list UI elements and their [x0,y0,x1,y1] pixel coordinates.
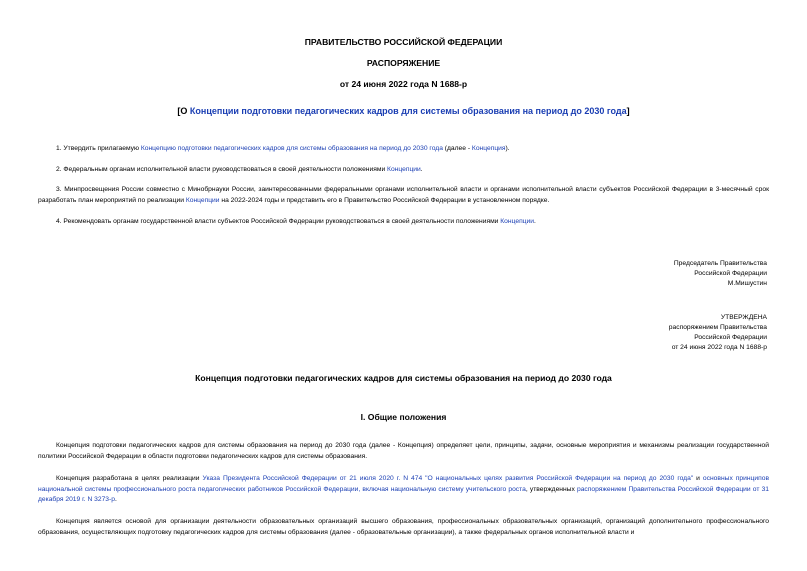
item-4-text: 4. Рекомендовать органам государственной власти субъектов Российской Федерации руководствоваться в своей деятельности положениями [56,218,501,225]
approval-block [669,313,767,353]
item-1-text-c: ). [505,145,510,152]
government-heading: ПРАВИТЕЛЬСТВО РОССИЙСКОЙ ФЕДЕРАЦИИ [304,37,503,47]
item-2-text: 2. Федеральным органам исполнительной власти руководствоваться в своей деятельности положениями [56,166,388,173]
order-title [0,106,807,116]
item-3 [38,185,769,206]
concept-title: Концепция подготовки педагогических кадров для системы образования на период до 2030 года [195,373,612,383]
signature-position: Председатель Правительства [673,260,767,267]
item-1-text-b: (далее - [442,145,472,152]
concept-short-link[interactable]: Концепция [471,145,506,152]
concept-link-2[interactable]: Концепции [387,166,421,173]
item-3-text-b: на 2022-2024 годы и представить его в Правительство Российской Федерации в установленном порядке. [219,196,550,204]
title-link[interactable]: Концепции подготовки педагогических кадров для системы образования на период до 2030 года [189,106,627,116]
item-2 [56,165,776,176]
approval-by: распоряжением Правительства [668,324,767,331]
growth-system-principles-link[interactable]: основных принципов национальной системы профессионального роста педагогических работников Российской Федерации, включая национальную систему учительского роста [38,475,770,493]
item-4-end: . [534,218,536,225]
concept-link-3[interactable]: Концепции [185,196,220,204]
signature-name: М.Мишустин [727,280,767,287]
item-1 [56,144,776,155]
para-2-end: . [114,496,117,503]
signature-block [674,259,767,289]
title-bracket-close: ] [626,106,630,116]
para-2-and: и [693,475,703,482]
concept-para-2 [38,474,769,506]
order-heading: РАСПОРЯЖЕНИЕ [366,58,441,68]
concept-para-3: Концепция является основой для организации деятельности образовательных организаций высшего образования, профессиональных образовательных организаций, организаций дополнительного профессионального образования, осуществляющих подготовку педагогических кадров для системы образования (далее - образовательные организации), а также федеральных органов исполнительной власти и [38,518,769,536]
concept-para-1: Концепция подготовки педагогических кадров для системы образования на период до 2030 года (далее - Концепция) определяет цели, принципы, задачи, основные мероприятия и механизмы реализации государственной политики Российской Федерации в области подготовки педагогических кадров для системы образования. [38,442,769,460]
government-order-link[interactable]: распоряжением Правительства Российской Федерации от 31 декабря 2019 г. N 3273-р [38,485,770,503]
approval-org: Российской Федерации [694,334,767,341]
approval-date: от 24 июня 2022 года N 1688-р [671,344,767,351]
concept-link[interactable]: Концепцию подготовки педагогических кадров для системы образования на период до 2030 года [140,145,443,152]
title-bracket-open: [О [177,106,190,116]
para-2-approved: , утвержденных [525,485,577,493]
date-number: от 24 июня 2022 года N 1688-р [339,79,468,89]
approval-status: УТВЕРЖДЕНА [720,314,767,321]
item-3-text: 3. Минпросвещения России совместно с Минобрнауки России, заинтересованными федеральными органами исполнительной власти и органами исполнительной власти субъектов Российской Федерации в 3-месячный срок разработать план мероприятий по реализации [38,186,769,204]
para-2-text: Концепция разработана в целях реализации [56,475,203,482]
presidential-decree-link[interactable]: Указа Президента Российской Федерации от 21 июля 2020 г. N 474 "О национальных целях развития Российской Федерации на период до 2030 года" [202,475,694,482]
item-1-text: 1. Утвердить прилагаемую [56,145,141,152]
section-heading: I. Общие положения [360,412,447,422]
item-4 [56,217,776,228]
concept-link-4[interactable]: Концепции [500,218,534,225]
signature-org: Российской Федерации [694,270,767,277]
item-2-end: . [420,166,423,173]
